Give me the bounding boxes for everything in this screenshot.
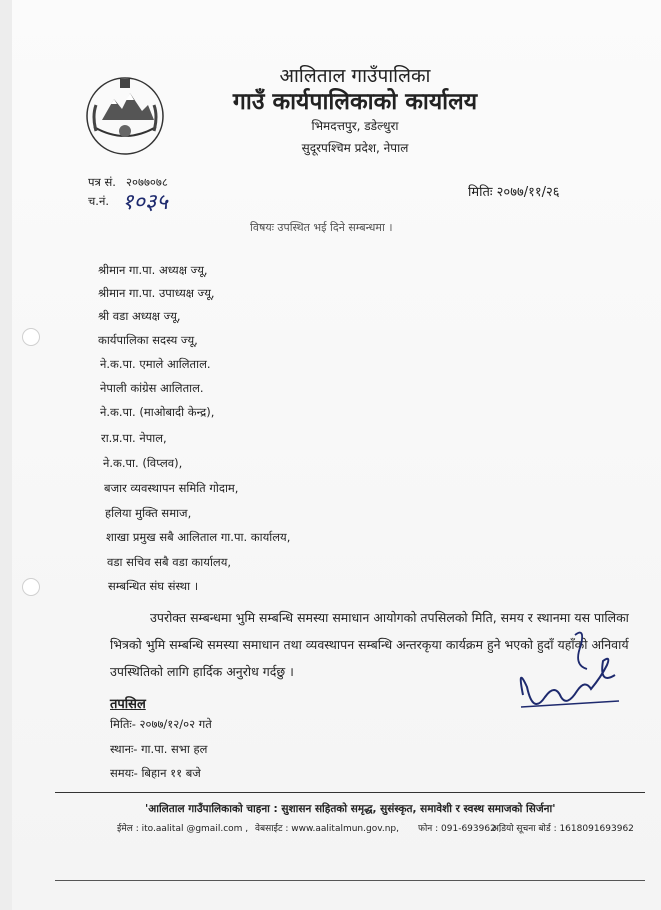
recipient-item: नेपाली कांग्रेस आलिताल. bbox=[100, 381, 204, 395]
recipient-item: ने.क.पा. (विप्लव), bbox=[103, 456, 183, 470]
footer-phone: फोन : 091-693962 , bbox=[418, 824, 502, 834]
footer-divider bbox=[55, 792, 645, 793]
recipient-item: ने.क.पा. (माओबादी केन्द्र), bbox=[100, 405, 215, 419]
municipality-name: आलिताल गाउँपालिका bbox=[279, 65, 431, 87]
body-paragraph: उपरोक्त सम्बन्धमा भुमि सम्बन्धि समस्या समाधान आयोगको तपसिलको मिति, समय र स्थानमा यस पालिका भित्रको भुमि सम्बन्धि समस्या समाधान तथा व्यवस्थापन सम्बन्धि अन्तरकृया कार्यक्रम हुने भएको हुदाँ यहाँको अनिवार्य उपस्थितिको लागि हार्दिक अनुरोध गर्दछु । bbox=[110, 610, 629, 679]
chalani-label: च.नं. bbox=[88, 194, 109, 208]
tapsil-date: मितिः- २०७७/१२/०२ गते bbox=[110, 717, 212, 731]
recipient-item: शाखा प्रमुख सबै आलिताल गा.पा. कार्यालय, bbox=[106, 530, 291, 544]
recipient-item: हलिया मुक्ति समाज, bbox=[105, 506, 192, 520]
recipient-item: श्रीमान गा.पा. अध्यक्ष ज्यू, bbox=[98, 263, 208, 277]
office-title: गाउँ कार्यपालिकाको कार्यालय bbox=[232, 89, 478, 115]
recipient-item: श्रीमान गा.पा. उपाध्यक्ष ज्यू, bbox=[98, 286, 215, 300]
footer-bottom-line bbox=[55, 880, 645, 881]
recipient-item: रा.प्र.पा. नेपाल, bbox=[101, 431, 167, 445]
letter-date: मितिः २०७७/११/२६ bbox=[468, 185, 560, 200]
recipient-item: कार्यपालिका सदस्य ज्यू, bbox=[98, 333, 198, 347]
recipient-item: बजार व्यवस्थापन समिति गोदाम, bbox=[104, 481, 239, 495]
page-edge bbox=[0, 0, 12, 910]
footer-email: ईमेल : ito.aalital @gmail.com , bbox=[117, 824, 249, 834]
tapsil-place: स्थानः- गा.पा. सभा हल bbox=[110, 742, 208, 756]
punch-hole bbox=[22, 328, 40, 346]
office-address: भिमदत्तपुर, डडेल्धुरा bbox=[311, 119, 399, 133]
signature-mark bbox=[515, 625, 625, 725]
patra-label: पत्र सं. bbox=[88, 175, 116, 189]
patra-value: २०७७०७८ bbox=[126, 175, 168, 189]
tapsil-heading: तपसिल bbox=[110, 697, 146, 712]
chalani-number-handwritten: १०३५ bbox=[122, 190, 168, 215]
recipient-item: ने.क.पा. एमाले आलिताल. bbox=[100, 357, 211, 371]
government-emblem-icon bbox=[84, 75, 166, 157]
tapsil-time: समयः- बिहान ११ बजे bbox=[110, 766, 201, 780]
recipient-item: वडा सचिव सबै वडा कार्यालय, bbox=[107, 555, 232, 569]
footer-website: वेबसाईट : www.aalitalmun.gov.np, bbox=[255, 824, 399, 834]
footer-slogan: 'आलिताल गाउँपालिकाको चाहना : सुशासन सहितको समृद्ध, सुसंस्कृत, समावेशी र स्वस्थ समाजको सिर्जना' bbox=[145, 803, 556, 815]
punch-hole bbox=[22, 578, 40, 596]
recipient-item: सम्बन्धित संघ संस्था । bbox=[108, 579, 199, 593]
province-line: सुदूरपश्चिम प्रदेश, नेपाल bbox=[301, 141, 409, 155]
subject-line: विषयः उपस्थित भई दिने सम्बन्धमा । bbox=[250, 221, 393, 234]
footer-notice-board: अडियो सूचना बोर्ड : 1618091693962 bbox=[492, 824, 634, 834]
recipient-item: श्री वडा अध्यक्ष ज्यू, bbox=[98, 309, 181, 323]
